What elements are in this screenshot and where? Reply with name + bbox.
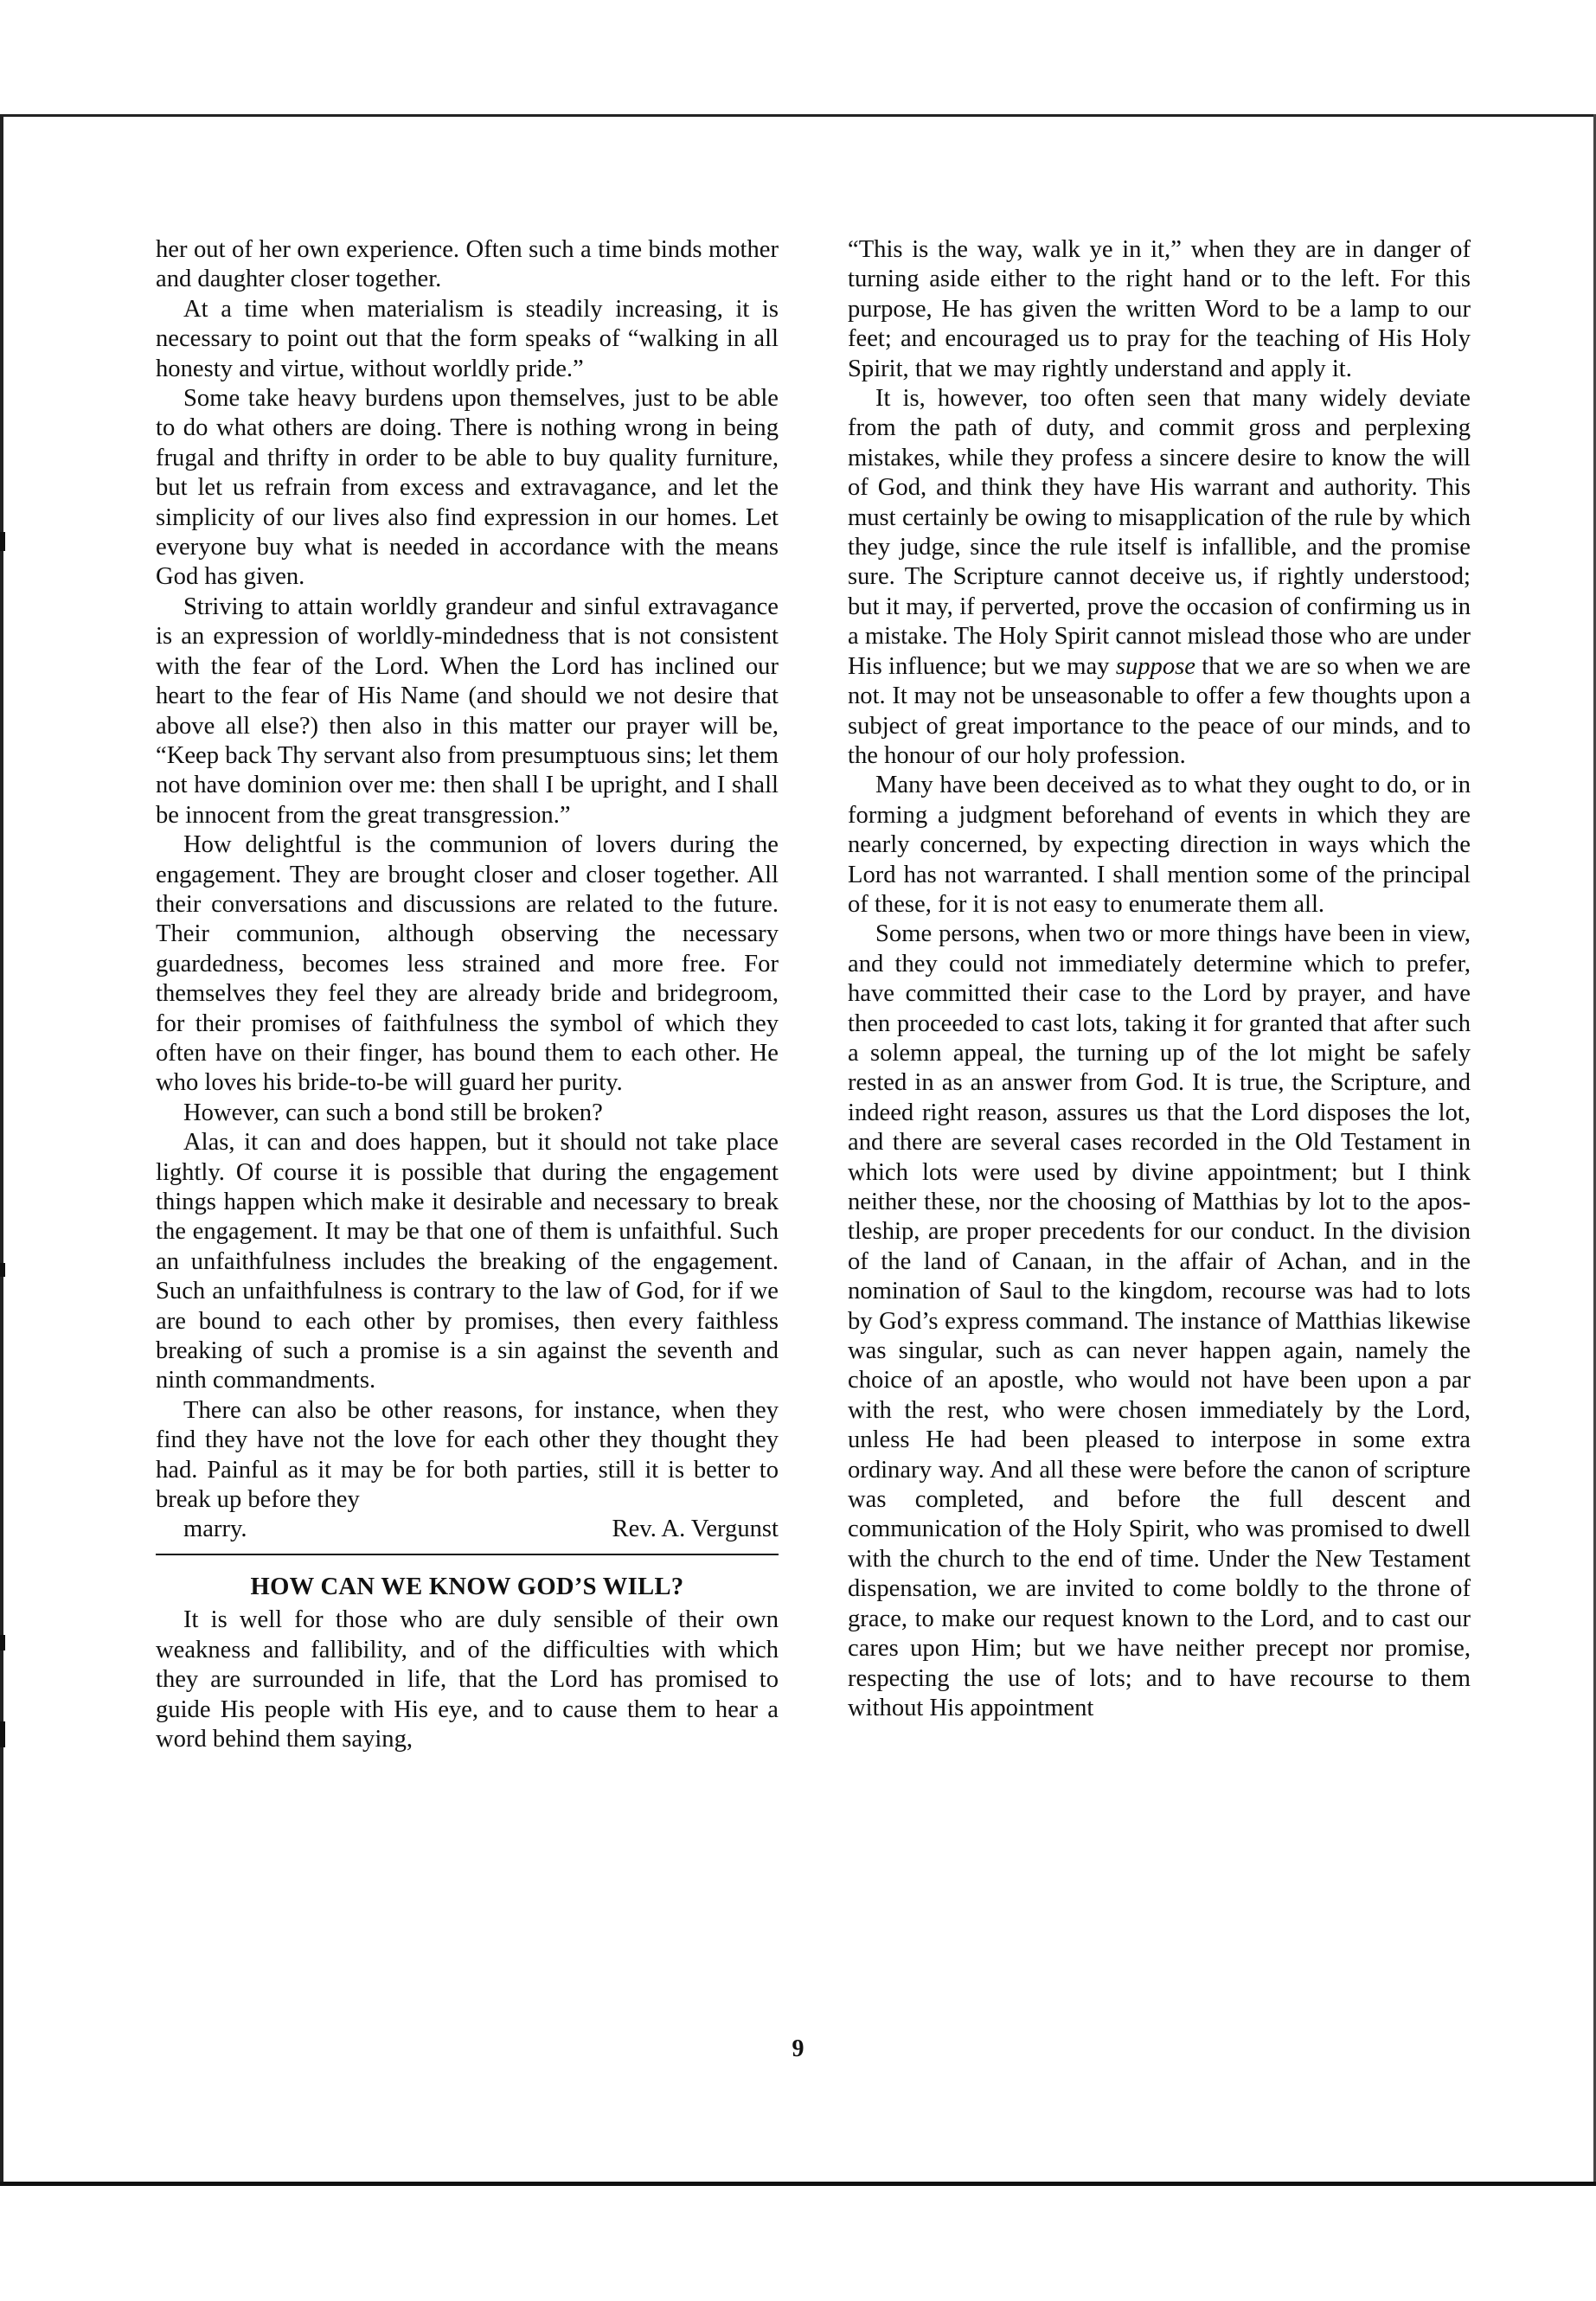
paragraph: Many have been deceived as to what they ought to do, or in forming a judgment beforehand of events in which they are nearly concerned, by expecting direction in ways which the Lord has not warranted. I shall mention some of the principal of these, for it is not easy to enumerate them all. [848, 772, 1471, 918]
page-top-border [0, 114, 1596, 117]
paragraph: However, can such a bond still be broken? [183, 1099, 603, 1126]
paragraph-text: that we are so when we are not. It may not be unseasonable to offer a few thoughts upon a subject of great importance to the peace of our minds, and to the honour of our holy profession. [848, 652, 1471, 769]
closing-signature-line [156, 1515, 779, 1544]
author-signature: Rev. A. Vergunst [612, 1516, 779, 1543]
paragraph: Alas, it can and does happen, but it should not take place lightly. Of course it is possible that during the engagement things happen which make it desirable and necessary to break the engagement. It may be that one of them is unfaithful. Such an unfaithfulness includes the breaking of the engagement. Such an unfaithfulness is contrary to the law of God, for if we are bound to each other by promises, then every faithless breaking of such a promise is a sin against the seventh and ninth commandments. [156, 1129, 779, 1394]
paragraph-text: It is, however, too often seen that many widely deviate from the path of duty, and commit gross and perplexing mistakes, while they profess a sincere desire to know the will of God, and think they have His warrant and authority. This must certainly be owing to misapplication of the rule by which they judge, since the rule itself is infallible, and the promise sure. The Scripture cannot deceive us, if rightly understood; but it may, if perverted, prove the occasion of confirming us in a mistake. The Holy Spirit cannot mislead those who are under His influence; but we may [848, 385, 1471, 680]
paragraph: Some take heavy burdens upon themselves, just to be able to do what others are doing. There is nothing wrong in being frugal and thrifty in order to be able to buy quality furniture, but let us refrain from excess and extravagance, and let the simplicity of our lives also find expression in our homes. Let everyone buy what is needed in accordance with the means God has given. [156, 385, 779, 591]
paragraph: her out of her own experience. Often such a time binds mother and daughter closer together. [156, 236, 779, 293]
article-intro-paragraph: It is well for those who are duly sensible of their own weakness and fallibility, and of the difficulties with which they are surrounded in life, that the Lord has promised to guide His people with His eye, and to cause them to hear a word behind them saying, [156, 1606, 779, 1753]
scan-margin-mark [0, 1263, 5, 1277]
paragraph: Striving to attain worldly grandeur and sinful extravagance is an expression of worldly-mindedness that is not consistent with the fear of the Lord. When the Lord has inclined our heart to the fear of His Name (and should we not desire that above all else?) then also in this matter our prayer will be, “Keep back Thy servant also from presumptuous sins; let them not have dominion over me: then shall I be upright, and I shall be innocent from the great transgression.” [156, 593, 779, 829]
left-column [156, 235, 779, 1754]
scan-margin-mark [0, 1721, 5, 1747]
page-number: 9 [792, 2035, 804, 2062]
page-left-border [0, 114, 3, 2186]
paragraph: At a time when materialism is steadily increasing, it is necessary to point out that the form speaks of “walking in all honesty and virtue, without worldly pride.” [156, 295, 779, 382]
paragraph: “This is the way, walk ye in it,” when they are in danger of turning aside either to the right hand or to the left. For this purpose, He has given the written Word to be a lamp to our feet; and encouraged us to pray for the teaching of His Holy Spirit, that we may rightly understand and apply it. [848, 236, 1471, 382]
paragraph: How delightful is the communion of lovers during the engagement. They are brought closer and closer together. All their conversations and discussions are related to the future. Their communion, although observing the necessary guardedness, becomes less strained and more free. For themselves they feel they are already bride and bridegroom, for their promises of faithfulness the symbol of which they often have on their finger, has bound them to each other. He who loves his bride-to-be will guard her purity. [156, 831, 779, 1097]
article-divider [156, 1554, 779, 1555]
paragraph [848, 384, 1471, 771]
scan-margin-mark [0, 1635, 5, 1650]
article-heading: HOW CAN WE KNOW GOD’S WILL? [250, 1573, 684, 1600]
emphasized-word: suppose [1115, 652, 1195, 680]
closing-paragraph: There can also be other reasons, for instance, when they find they have not the love for each other they thought they had. Painful as it may be for both parties, still it is better to break up before they [156, 1396, 779, 1514]
right-column [848, 235, 1471, 1723]
paragraph: Some persons, when two or more things have been in view, and they could not immediately determine which to prefer, have committed their case to the Lord by prayer, and have then proceeded to cast lots, taking it for granted that after such a solemn appeal, the turning up of the lot might be safely rested in as an answer from God. It is true, the Scripture, and indeed right reason, assures us that the Lord disposes the lot, and there are several cases recorded in the Old Testament in which lots were used by divine appointment; but I think neither these, nor the choosing of Matthias by lot to the apostleship, are proper precedents for our conduct. In the division of the land of Canaan, in the affair of Achan, and in the nomination of Saul to the kingdom, recourse was had to lots by God’s express command. The instance of Matthias likewise was singular, such as can never happen again, namely the choice of an apostle, who would not have been upon a par with the rest, who were chosen immediately by the Lord, unless He had been pleased to interpose in some extra ordinary way. And all these were before the canon of scripture was completed, and before the full descent and communication of the Holy Spirit, who was promised to dwell with the church to the end of time. Under the New Testament dispensation, we are invited to come boldly to the throne of grace, to make our request known to the Lord, and to cast our cares upon Him; but we have neither precept nor promise, respecting the use of lots; and to have recourse to them without His appointment [848, 920, 1471, 1721]
page-bottom-border [0, 2182, 1596, 2186]
closing-last-word: marry. [183, 1516, 247, 1543]
scan-margin-mark [0, 532, 5, 551]
